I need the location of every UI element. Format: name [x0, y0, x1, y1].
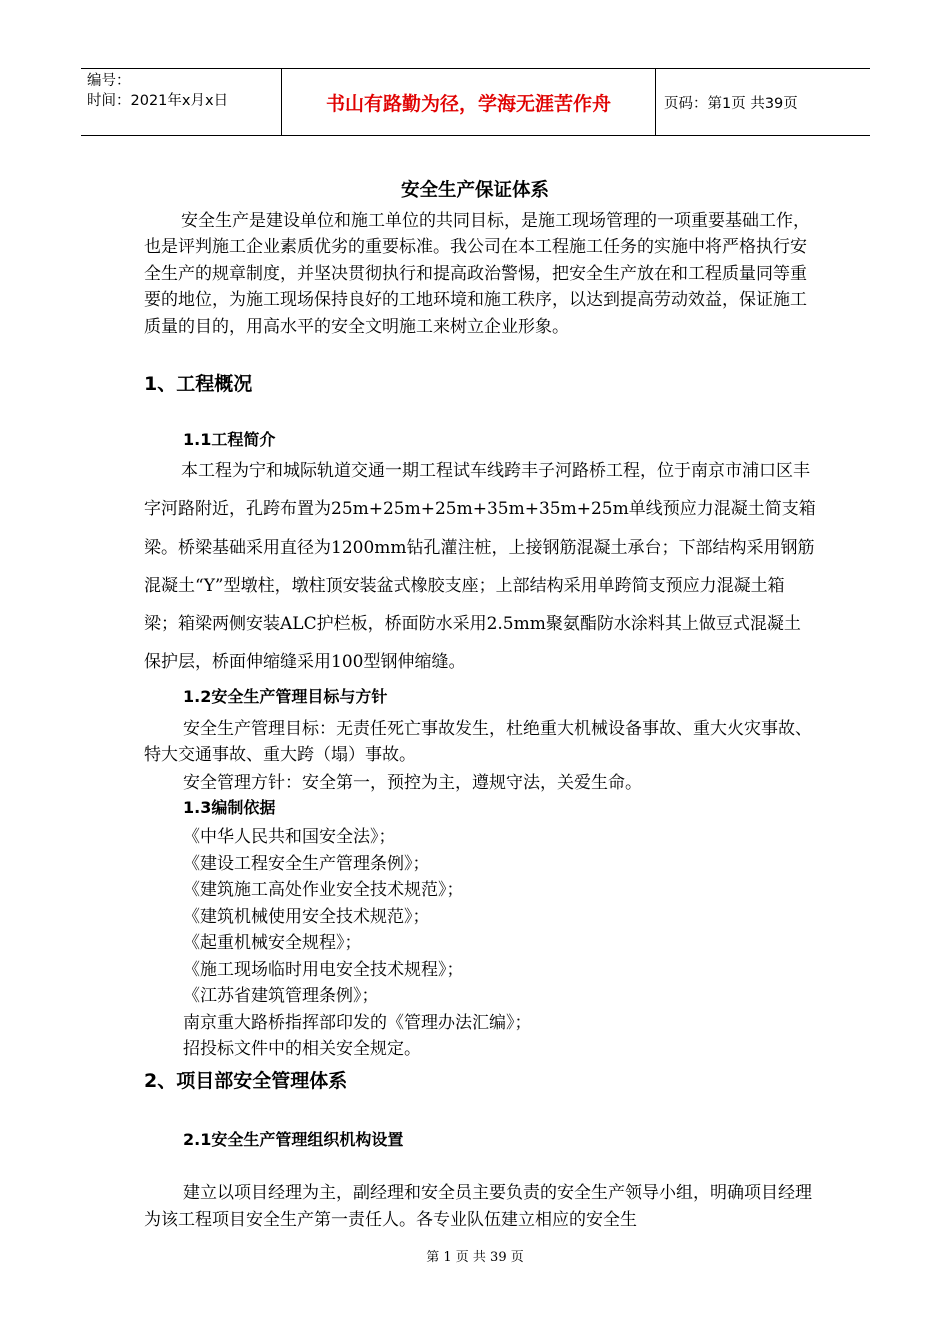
list-item: 《建筑机械使用安全技术规范》； [183, 906, 430, 927]
list-item: 《江苏省建筑管理条例》； [183, 986, 379, 1006]
list-item: 南京重大路桥指挥部印发的《管理办法汇编》； [183, 1012, 532, 1033]
document-title: 安全生产保证体系 [400, 180, 549, 201]
page-header [81, 68, 870, 136]
basis-list [183, 824, 532, 1063]
list-item: 《建设工程安全生产管理条例》； [183, 853, 430, 874]
page-footer: 第 1 页 共 39 页 [426, 1250, 524, 1265]
section-2-1-heading: 2.1安全生产管理组织机构设置 [183, 1130, 404, 1149]
section-1-1-heading: 1.1工程简介 [183, 430, 276, 449]
project-overview-paragraph: 本工程为宁和城际轨道交通一期工程试车线跨丰子河路桥工程，位于南京市浦口区丰字河路附近，孔跨布置为25m+25m+25m+35m+35m+25m单线预应力混凝土简支箱梁。桥梁基础采用直径为1200mm钻孔灌注桩，上接钢筋混凝土承台；下部结构采用钢筋混凝土“Y”型墩柱，墩柱顶安装盆式橡胶支座；上部结构采用单跨简支预应力混凝土箱梁；箱梁两侧安装ALC护栏板，桥面防水采用2.5mm聚氨酯防水涂料其上做豆式混凝土保护层，桥面伸缩缝采用100型钢伸缩缝。 [144, 461, 816, 673]
document-number-label: 编号： [87, 73, 131, 89]
header-meta [81, 69, 281, 135]
header-motto: 书山有路勤为径，学海无涯苦作舟 [281, 69, 656, 135]
safety-goal-paragraph: 安全生产管理目标：无责任死亡事故发生，杜绝重大机械设备事故、重大火灾事故、特大交通事故、重大跨（塌）事故。 [144, 719, 812, 765]
section-2-heading: 2、项目部安全管理体系 [144, 1070, 348, 1092]
section-1-3-heading: 1.3编制依据 [183, 798, 276, 817]
list-item: 招投标文件中的相关安全规定。 [183, 1039, 421, 1059]
list-item: 《建筑施工高处作业安全技术规范》； [183, 880, 464, 900]
header-page-info: 页码：第1页 共39页 [664, 95, 798, 112]
intro-paragraph: 安全生产是建设单位和施工单位的共同目标，是施工现场管理的一项重要基础工作，也是评判施工企业素质优劣的重要标准。我公司在本工程施工任务的实施中将严格执行安全生产的规章制度，并坚决贯彻执行和提高政治警惕，把安全生产放在和工程质量同等重要的地位，为施工现场保持良好的工地环境和施工秩序，以达到提高劳动效益，保证施工质量的目的，用高水平的安全文明施工来树立企业形象。 [144, 211, 810, 337]
list-item: 《施工现场临时用电安全技术规程》； [183, 959, 464, 980]
section-1-heading: 1、工程概况 [144, 373, 253, 395]
section-1-2-heading: 1.2安全生产管理目标与方针 [183, 687, 388, 706]
list-item: 《中华人民共和国安全法》； [183, 827, 396, 847]
org-structure-paragraph: 建立以项目经理为主，副经理和安全员主要负责的安全生产领导小组，明确项目经理为该工程项目安全生产第一责任人。各专业队伍建立相应的安全生 [144, 1183, 812, 1230]
safety-policy-line: 安全管理方针：安全第一，预控为主，遵规守法，关爱生命。 [183, 773, 642, 793]
list-item: 《起重机械安全规程》； [183, 933, 362, 953]
document-date: 时间：2021年x月x日 [87, 93, 229, 109]
